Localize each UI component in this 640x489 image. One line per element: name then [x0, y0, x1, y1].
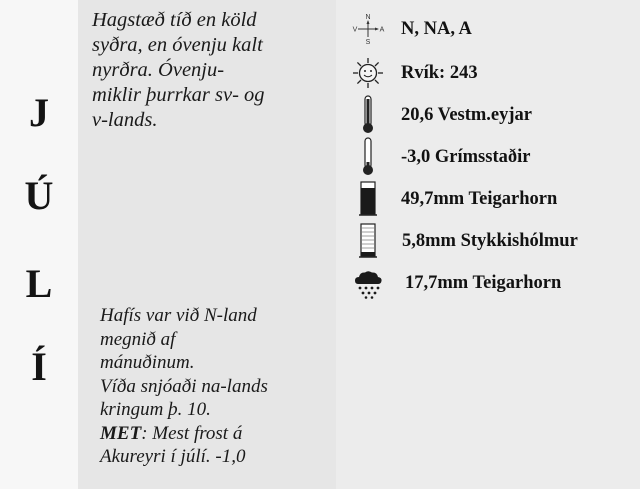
record-line — [100, 422, 336, 446]
summary-line: miklir þurrkar sv- og — [92, 84, 265, 106]
compass-east-label: A — [379, 26, 385, 34]
stat-max-rain — [350, 182, 640, 216]
notes-line: mánuðinum. — [100, 352, 195, 373]
month-strip — [0, 0, 78, 489]
summary-line: syðra, en óvenju kalt — [92, 34, 263, 56]
rain-gauge-full-icon — [350, 182, 386, 216]
compass-north-label: N — [365, 14, 371, 21]
stat-daily-rain — [350, 266, 640, 300]
notes-line: kringum þ. 10. — [100, 399, 211, 420]
daily-rain-value: 17,7mm Teigarhorn — [405, 272, 562, 293]
notes-line: Akureyri í júlí. -1,0 — [100, 446, 246, 467]
compass-south-label: S — [365, 39, 371, 46]
weather-notes — [100, 304, 336, 469]
notes-line: Hafís var við N-land — [100, 305, 257, 326]
rain-cloud-icon — [350, 266, 386, 300]
summary-line: v-lands. — [92, 109, 158, 131]
thermometer-high-icon — [350, 98, 386, 132]
compass-icon — [350, 12, 386, 46]
max-temp-value: 20,6 Vestm.eyjar — [401, 104, 533, 125]
month-letter: Í — [31, 344, 47, 389]
max-rain-value: 49,7mm Teigarhorn — [401, 188, 558, 209]
min-temp-value: -3,0 Grímsstaðir — [401, 146, 531, 167]
stat-min-rain — [350, 224, 640, 258]
month-letter: Ú — [24, 173, 54, 218]
compass-west-label: V — [352, 26, 358, 34]
stat-max-temp — [350, 98, 640, 132]
record-label: MET — [100, 422, 142, 444]
stat-sunshine — [350, 56, 640, 90]
record-text: : Mest frost á — [141, 422, 243, 444]
thermometer-low-icon — [350, 140, 386, 174]
month-letter: L — [25, 261, 53, 306]
summary-line: nyrðra. Óvenju- — [92, 59, 225, 81]
month-letter: J — [29, 90, 49, 135]
notes-line: Víða snjóaði na-lands — [100, 375, 268, 397]
notes-line: megnið af — [100, 328, 176, 350]
weather-summary — [92, 8, 332, 133]
stat-min-temp — [350, 140, 640, 174]
sunshine-hours-value: Rvík: 243 — [401, 62, 478, 83]
summary-line: Hagstæð tíð en köld — [92, 9, 257, 31]
min-rain-value: 5,8mm Stykkishólmur — [402, 230, 578, 251]
wind-directions-value: N, NA, A — [401, 18, 472, 39]
stat-wind — [350, 12, 640, 46]
rain-gauge-low-icon — [350, 224, 386, 258]
sun-icon — [350, 56, 386, 90]
